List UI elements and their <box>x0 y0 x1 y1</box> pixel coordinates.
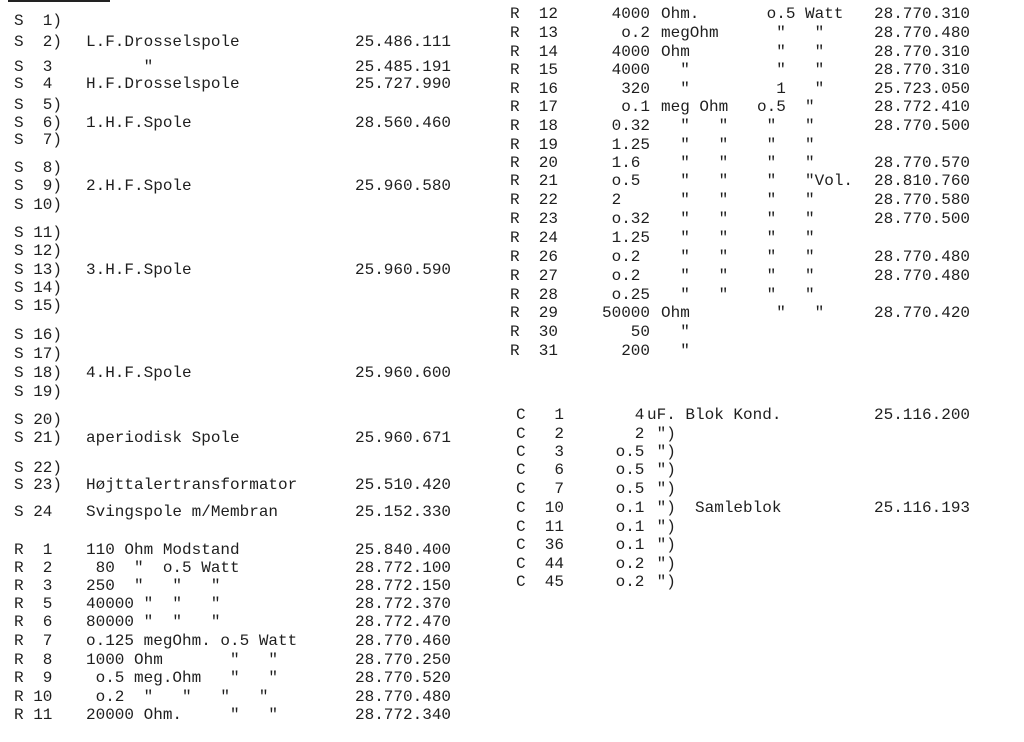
item-ref: R 30 <box>510 323 559 341</box>
item-ref: S 17) <box>14 345 63 363</box>
item-ref: R 22 <box>510 191 559 209</box>
item-description: Højttalertransformator <box>86 476 298 494</box>
item-description: " " " " <box>661 267 815 285</box>
part-number: 25.723.050 <box>874 80 971 98</box>
item-description: L.F.Drosselspole <box>86 33 240 51</box>
item-description: ") <box>647 518 676 536</box>
item-value: 1.6 <box>602 154 651 172</box>
item-value: o.2 <box>602 24 651 42</box>
item-description: ") <box>647 480 676 498</box>
item-ref: S 11) <box>14 224 63 242</box>
item-value: 4000 <box>602 43 651 61</box>
part-number: 28.770.310 <box>874 5 971 23</box>
item-ref: S 23) <box>14 476 63 494</box>
item-ref: C 36 <box>516 536 565 554</box>
item-ref: R 5 <box>14 595 53 613</box>
item-value: o.5 <box>602 172 651 190</box>
item-description: Ohm. o.5 Watt <box>661 5 844 23</box>
item-description: o.125 megOhm. o.5 Watt <box>86 632 298 650</box>
item-ref: C 44 <box>516 555 565 573</box>
item-value: o.2 <box>606 555 645 573</box>
item-description: 1000 Ohm " " <box>86 651 279 669</box>
item-description: ") <box>647 425 676 443</box>
item-ref: R 23 <box>510 210 559 228</box>
item-value: o.1 <box>602 98 651 116</box>
item-ref: C 1 <box>516 406 565 424</box>
item-ref: S 22) <box>14 459 63 477</box>
item-ref: R 18 <box>510 117 559 135</box>
part-number: 28.770.500 <box>874 210 971 228</box>
item-ref: S 6) <box>14 114 63 132</box>
item-ref: S 24 <box>14 503 53 521</box>
item-description: 20000 Ohm. " " <box>86 706 279 724</box>
item-ref: S 3 <box>14 58 53 76</box>
part-number: 25.116.193 <box>874 499 971 517</box>
item-value: 2 <box>606 425 645 443</box>
item-value: o.2 <box>602 267 651 285</box>
item-value: 4000 <box>602 5 651 23</box>
item-ref: S 21) <box>14 429 63 447</box>
item-ref: S 2) <box>14 33 63 51</box>
item-ref: R 6 <box>14 613 53 631</box>
part-number: 25.152.330 <box>355 503 452 521</box>
item-description: " <box>86 58 154 76</box>
item-ref: S 19) <box>14 383 63 401</box>
item-description: ") <box>647 461 676 479</box>
item-value: 1.25 <box>602 229 651 247</box>
item-value: o.2 <box>602 248 651 266</box>
item-ref: S 1) <box>14 12 63 30</box>
part-number: 28.772.410 <box>874 98 971 116</box>
item-ref: R 3 <box>14 577 53 595</box>
item-ref: R 13 <box>510 24 559 42</box>
item-value: o.32 <box>602 210 651 228</box>
item-ref: R 31 <box>510 342 559 360</box>
item-ref: S 7) <box>14 131 63 149</box>
item-value: o.5 <box>606 480 645 498</box>
item-ref: R 28 <box>510 286 559 304</box>
item-description: " <box>661 323 690 341</box>
item-value: o.5 <box>606 443 645 461</box>
part-number: 28.770.460 <box>355 632 452 650</box>
item-ref: R 1 <box>14 541 53 559</box>
item-description: " " " <box>661 61 825 79</box>
item-description: " " " " <box>661 191 815 209</box>
item-description: uF. Blok Kond. <box>647 406 782 424</box>
item-value: 2 <box>602 191 651 209</box>
item-description: 250 " " " <box>86 577 221 595</box>
item-description: 4.H.F.Spole <box>86 364 192 382</box>
item-description: 80 " o.5 Watt <box>86 559 240 577</box>
item-description: " " " " <box>661 210 815 228</box>
item-ref: S 9) <box>14 177 63 195</box>
part-number: 28.560.460 <box>355 114 452 132</box>
item-ref: R 17 <box>510 98 559 116</box>
item-description: o.5 meg.Ohm " " <box>86 669 279 687</box>
part-number: 28.810.760 <box>874 172 971 190</box>
item-value: 50000 <box>602 304 651 322</box>
part-number: 25.510.420 <box>355 476 452 494</box>
item-ref: C 3 <box>516 443 565 461</box>
item-description: ") Samleblok <box>647 499 782 517</box>
item-description: 2.H.F.Spole <box>86 177 192 195</box>
item-ref: R 11 <box>14 706 53 724</box>
item-value: o.1 <box>606 499 645 517</box>
part-number: 28.772.470 <box>355 613 452 631</box>
item-description: " " " " <box>661 154 815 172</box>
item-ref: R 16 <box>510 80 559 98</box>
item-ref: R 21 <box>510 172 559 190</box>
item-description: " " " " <box>661 248 815 266</box>
item-ref: R 9 <box>14 669 53 687</box>
item-value: o.2 <box>606 573 645 591</box>
part-number: 28.770.480 <box>355 688 452 706</box>
item-ref: S 5) <box>14 96 63 114</box>
part-number: 28.770.420 <box>874 304 971 322</box>
item-description: Ohm " " <box>661 43 825 61</box>
part-number: 25.486.111 <box>355 33 452 51</box>
item-ref: S 12) <box>14 242 63 260</box>
item-description: " 1 " <box>661 80 825 98</box>
item-ref: S 13) <box>14 261 63 279</box>
item-ref: S 15) <box>14 297 63 315</box>
part-number: 28.770.480 <box>874 24 971 42</box>
item-description: Svingspole m/Membran <box>86 503 279 521</box>
item-ref: C 6 <box>516 461 565 479</box>
item-ref: C 2 <box>516 425 565 443</box>
item-ref: S 20) <box>14 411 63 429</box>
item-value: o.1 <box>606 536 645 554</box>
part-number: 25.960.671 <box>355 429 452 447</box>
top-rule <box>8 0 110 2</box>
item-description: o.2 " " " " <box>86 688 269 706</box>
item-description: " " " " <box>661 286 815 304</box>
part-number: 25.727.990 <box>355 75 452 93</box>
part-number: 28.772.340 <box>355 706 452 724</box>
item-description: 1.H.F.Spole <box>86 114 192 132</box>
item-description: " " " " <box>661 229 815 247</box>
part-number: 28.770.480 <box>874 267 971 285</box>
item-description: aperiodisk Spole <box>86 429 240 447</box>
part-number: 28.772.100 <box>355 559 452 577</box>
item-ref: C 45 <box>516 573 565 591</box>
item-ref: S 14) <box>14 279 63 297</box>
item-description: " <box>661 342 690 360</box>
item-ref: R 20 <box>510 154 559 172</box>
item-description: Ohm " " <box>661 304 825 322</box>
item-ref: C 10 <box>516 499 565 517</box>
part-number: 25.485.191 <box>355 58 452 76</box>
item-description: ") <box>647 443 676 461</box>
item-ref: R 2 <box>14 559 53 577</box>
part-number: 25.840.400 <box>355 541 452 559</box>
part-number: 28.772.370 <box>355 595 452 613</box>
item-value: 320 <box>602 80 651 98</box>
part-number: 25.960.590 <box>355 261 452 279</box>
item-ref: S 8) <box>14 159 63 177</box>
item-description: " " " " <box>661 117 815 135</box>
item-description: 110 Ohm Modstand <box>86 541 240 559</box>
item-description: ") <box>647 536 676 554</box>
item-description: " " " "Vol. <box>661 172 854 190</box>
item-value: o.25 <box>602 286 651 304</box>
item-ref: S 10) <box>14 196 63 214</box>
part-number: 28.772.150 <box>355 577 452 595</box>
item-description: meg Ohm o.5 " <box>661 98 815 116</box>
item-value: 50 <box>602 323 651 341</box>
item-ref: R 27 <box>510 267 559 285</box>
part-number: 25.960.600 <box>355 364 452 382</box>
part-number: 28.770.250 <box>355 651 452 669</box>
item-ref: R 15 <box>510 61 559 79</box>
item-description: 80000 " " " <box>86 613 221 631</box>
item-ref: R 24 <box>510 229 559 247</box>
item-value: 1.25 <box>602 136 651 154</box>
item-ref: R 19 <box>510 136 559 154</box>
item-ref: R 8 <box>14 651 53 669</box>
item-description: ") <box>647 573 676 591</box>
item-ref: S 4 <box>14 75 53 93</box>
item-ref: C 7 <box>516 480 565 498</box>
item-ref: C 11 <box>516 518 565 536</box>
part-number: 28.770.520 <box>355 669 452 687</box>
item-ref: R 29 <box>510 304 559 322</box>
item-value: 4 <box>606 406 645 424</box>
part-number: 28.770.310 <box>874 43 971 61</box>
item-ref: R 10 <box>14 688 53 706</box>
part-number: 28.770.480 <box>874 248 971 266</box>
item-value: 4000 <box>602 61 651 79</box>
part-number: 28.770.310 <box>874 61 971 79</box>
item-description: " " " " <box>661 136 815 154</box>
item-ref: R 7 <box>14 632 53 650</box>
item-value: o.5 <box>606 461 645 479</box>
item-ref: S 18) <box>14 364 63 382</box>
part-number: 25.116.200 <box>874 406 971 424</box>
item-description: megOhm " " <box>661 24 825 42</box>
item-value: 200 <box>602 342 651 360</box>
item-value: 0.32 <box>602 117 651 135</box>
item-description: ") <box>647 555 676 573</box>
item-description: H.F.Drosselspole <box>86 75 240 93</box>
item-description: 40000 " " " <box>86 595 221 613</box>
part-number: 25.960.580 <box>355 177 452 195</box>
item-ref: R 14 <box>510 43 559 61</box>
item-value: o.1 <box>606 518 645 536</box>
part-number: 28.770.570 <box>874 154 971 172</box>
part-number: 28.770.580 <box>874 191 971 209</box>
item-ref: R 12 <box>510 5 559 23</box>
part-number: 28.770.500 <box>874 117 971 135</box>
item-ref: S 16) <box>14 326 63 344</box>
item-description: 3.H.F.Spole <box>86 261 192 279</box>
item-ref: R 26 <box>510 248 559 266</box>
